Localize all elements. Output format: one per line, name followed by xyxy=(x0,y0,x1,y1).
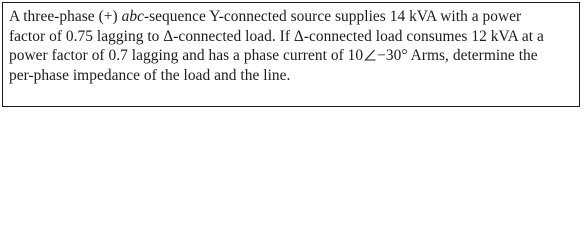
line-3-text-end: −30° Arms, determine the xyxy=(377,47,538,65)
problem-line-4: per-phase impedance of the load and the line. xyxy=(9,66,291,84)
problem-line-2: factor of 0.75 lagging to Δ-connected load. If Δ-connected load consumes 12 kVA at a xyxy=(9,27,544,45)
problem-statement-text xyxy=(9,7,574,85)
line-1-text-start: A three-phase (+) xyxy=(9,8,122,25)
angle-symbol-icon xyxy=(364,49,376,61)
problem-line-3 xyxy=(9,46,574,66)
problem-statement-box xyxy=(2,2,580,107)
line-1-text-end: -sequence Y-connected source supplies 14 kVA with a power xyxy=(143,8,522,25)
sequence-abc-italic: abc xyxy=(121,8,144,25)
problem-line-1 xyxy=(9,7,574,27)
line-3-text-start: power factor of 0.7 lagging and has a phase current of 10 xyxy=(9,47,364,65)
